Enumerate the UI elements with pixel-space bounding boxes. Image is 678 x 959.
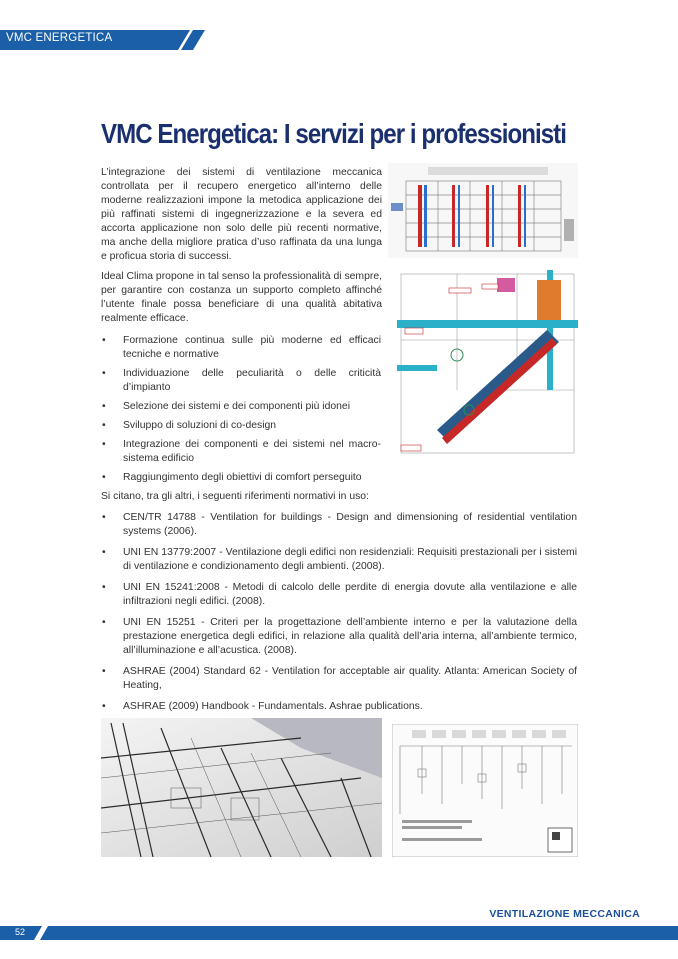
list-item: • Selezione dei sistemi e dei componenti più idonei [101, 400, 381, 414]
references-list [101, 511, 577, 721]
footer-section-label: VENTILAZIONE MECCANICA [489, 908, 640, 920]
page-number: 52 [15, 927, 26, 937]
list-item: • Integrazione dei componenti e dei sistemi nel macro-sistema edificio [101, 438, 381, 466]
list-item: • UNI EN 13779:2007 - Ventilazione degli edifici non residenziali: Requisiti prestazionali per i sistemi di ventilazione e condizionamento degli ambienti. (2008). [101, 546, 577, 574]
list-item: • ASHRAE (2009) Handbook - Fundamentals. Ashrae publications. [101, 700, 577, 714]
list-item: • Sviluppo di soluzioni di co-design [101, 419, 381, 433]
list-item: • Formazione continua sulle più moderne ed efficaci tecniche e normative [101, 334, 381, 362]
list-item: • ASHRAE (2004) Standard 62 - Ventilation for acceptable air quality. Atlanta: American Society of Heating, [101, 665, 577, 693]
building-section-drawing [388, 163, 578, 258]
list-item: • Individuazione delle peculiarità o delle criticità d’impianto [101, 367, 381, 395]
list-item: • CEN/TR 14788 - Ventilation for buildings - Design and dimensioning of residential ventilation systems (2006). [101, 511, 577, 539]
page-title: VMC Energetica: I servizi per i professionisti [101, 118, 566, 149]
intro-paragraph: L’integrazione dei sistemi di ventilazione meccanica controllata per il recupero energetico all’interno delle moderne realizzazioni impone la metodica applicazione dei più raffinati sistemi di ingegnerizzazione e la severa ed accorta applicazione non solo delle più recenti normative, ma anche della migliore pratica d’uso raffinata da una lunga e proficua storia di successi. [101, 167, 382, 262]
electrical-schematic [392, 724, 578, 857]
blueprint-photo [101, 718, 382, 857]
references-intro: Si citano, tra gli altri, i seguenti riferimenti normativi in uso: [101, 491, 369, 502]
hvac-plan-drawing [397, 270, 578, 457]
intro-paragraph: Ideal Clima propone in tal senso la professionalità di sempre, per garantire con costanza un supporto completo affinché l’utente finale possa beneficiare di una qualità abitativa realmente efficace. [101, 271, 382, 324]
header-section-label: VMC ENERGETICA [6, 32, 113, 44]
list-item: • Raggiungimento degli obiettivi di comfort perseguito [101, 471, 381, 485]
list-item: • UNI EN 15241:2008 - Metodi di calcolo delle perdite di energia dovute alla ventilazione e alle infiltrazioni negli edifici. (2008). [101, 581, 577, 609]
services-list [101, 334, 381, 490]
intro-text [101, 166, 382, 332]
footer-band [0, 926, 678, 940]
list-item: • UNI EN 15251 - Criteri per la progettazione dell’ambiente interno e per la valutazione della prestazione energetica degli edifici, in relazione alla qualità dell’aria interna, all’ambiente termico, all’illuminazione e all’acustica. (2008). [101, 616, 577, 658]
